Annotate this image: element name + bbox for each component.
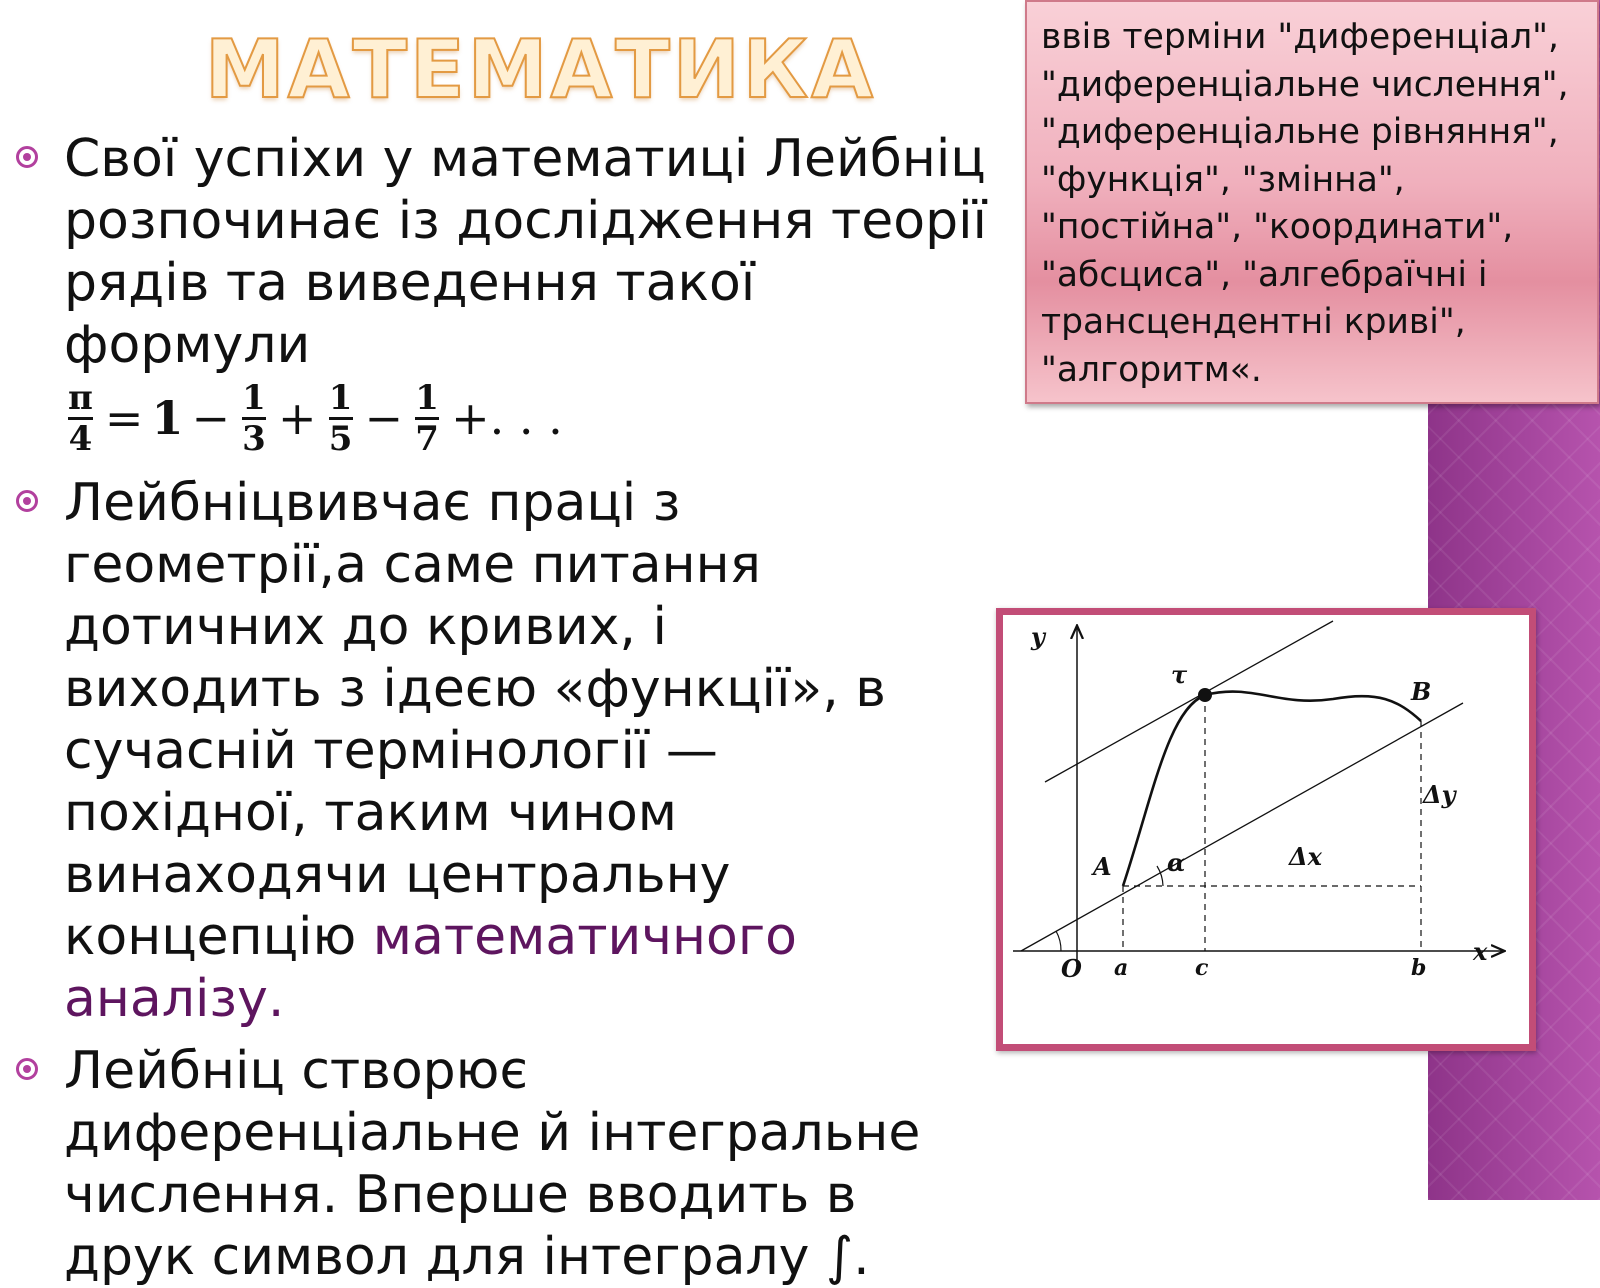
bullet-geometry <box>0 472 1010 1030</box>
fraction-1-7: $\frac{1}{7}$ <box>415 377 439 459</box>
formula-equals: = <box>104 391 144 445</box>
formula-minus: − <box>191 391 230 445</box>
bullet-list <box>0 128 1010 1288</box>
secant-line <box>1021 703 1463 951</box>
label-point-a: A <box>1093 852 1112 881</box>
formula-one: 1 <box>151 391 184 445</box>
bullet-text: Лейбніцвивчає праці з геометрії,а саме питання дотичних до кривих, і виходить з ідеєю «функції», в сучасній термінології — похідної, таким чином винаходячи центральну концепцію <box>64 473 886 967</box>
bullet-marker-icon <box>16 146 38 168</box>
label-tau: τ <box>1171 660 1188 689</box>
slide-title: МАТЕМАТИКА <box>205 23 877 116</box>
label-c: c <box>1195 955 1209 981</box>
bullet-marker-icon <box>16 1058 38 1080</box>
bullet-marker-icon <box>16 490 38 512</box>
label-alpha: α <box>1167 848 1186 877</box>
label-delta-y: Δy <box>1423 780 1456 809</box>
label-point-b: B <box>1411 677 1432 706</box>
callout-text: ввів терміни "диференціал", "диференціальне числення", "диференціальне рівняння", "функція", "змінна", "постійна", "координати", "абсциса", "алгебраїчні і трансцендентні криві", "алгоритм«. <box>1041 17 1569 390</box>
bullet-highlight-text: математичного аналізу. <box>64 907 797 1029</box>
label-y-axis: y <box>1031 622 1045 651</box>
bullet-series <box>0 128 1010 462</box>
fraction-1-3: $\frac{1}{3}$ <box>242 377 266 459</box>
derivative-diagram-svg <box>1003 615 1529 1044</box>
terms-callout <box>1025 0 1599 404</box>
label-a: a <box>1114 955 1129 981</box>
bullet-text: Свої успіхи у математиці Лейбніц розпочинає із дослідження теорії рядів та виведення такої формули <box>64 129 987 375</box>
fraction-pi-over-4: $\frac{\pi}{4}$ <box>68 377 93 459</box>
formula-minus: − <box>364 391 404 445</box>
origin-angle-arc <box>1056 931 1061 951</box>
formula-tail: +. . . <box>451 391 563 445</box>
label-b: b <box>1411 955 1427 981</box>
label-x-axis: x <box>1473 937 1488 966</box>
tangency-point <box>1198 688 1212 702</box>
alpha-arc <box>1157 866 1163 886</box>
fraction-1-5: $\frac{1}{5}$ <box>328 377 353 459</box>
derivative-diagram <box>996 608 1536 1051</box>
label-delta-x: Δx <box>1289 842 1322 871</box>
formula-plus: + <box>278 391 317 445</box>
tangent-line <box>1045 621 1333 782</box>
bullet-calculus <box>0 1040 1010 1288</box>
label-origin: O <box>1061 954 1082 983</box>
bullet-text: Лейбніц створює диференціальне й інтегральне числення. Вперше вводить в друк символ для інтегралу ∫. <box>64 1041 921 1287</box>
leibniz-formula <box>64 374 1010 462</box>
